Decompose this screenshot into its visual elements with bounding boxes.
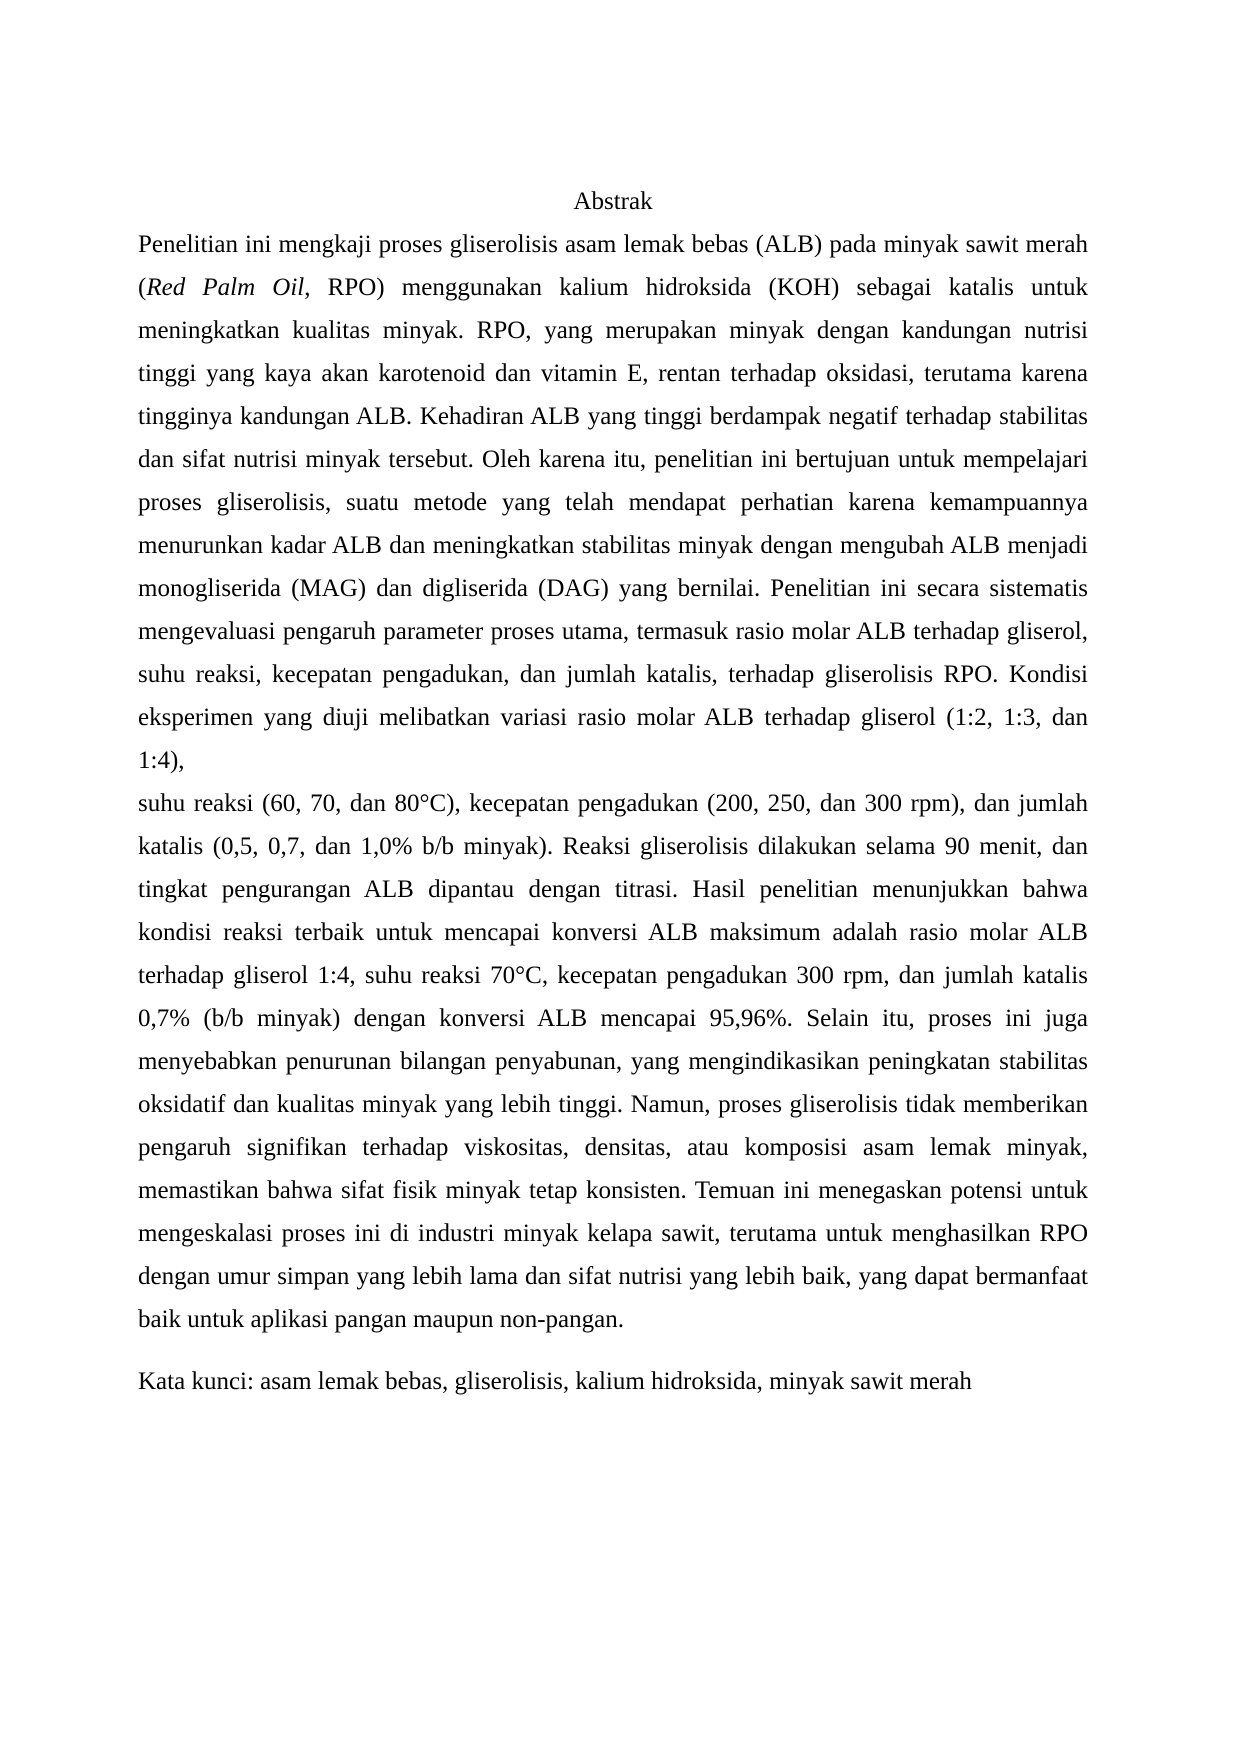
abstract-line: suhu reaksi (60, 70, dan 80°C), kecepatan pengadukan (200, 250, dan 300 rpm), dan jumlah — [138, 790, 1088, 817]
abstract-content — [138, 180, 1088, 1403]
keywords-line: Kata kunci: asam lemak bebas, gliserolisis, kalium hidroksida, minyak sawit merah — [138, 1368, 972, 1395]
abstract-line: Penelitian ini mengkaji proses gliserolisis asam lemak bebas (ALB) pada minyak sawit merah — [138, 231, 1088, 258]
abstract-line: tingkat pengurangan ALB dipantau dengan titrasi. Hasil penelitian menunjukkan bahwa — [138, 876, 1088, 903]
abstract-line: terhadap gliserol 1:4, suhu reaksi 70°C, kecepatan pengadukan 300 rpm, dan jumlah katalis — [138, 962, 1088, 989]
abstract-line: baik untuk aplikasi pangan maupun non-pangan. — [138, 1306, 624, 1333]
abstract-line: kondisi reaksi terbaik untuk mencapai konversi ALB maksimum adalah rasio molar ALB — [138, 919, 1088, 946]
abstract-line: menurunkan kadar ALB dan meningkatkan stabilitas minyak dengan mengubah ALB menjadi — [138, 532, 1088, 559]
abstract-line: memastikan bahwa sifat fisik minyak tetap konsisten. Temuan ini menegaskan potensi untuk — [138, 1177, 1088, 1204]
abstract-line: meningkatkan kualitas minyak. RPO, yang merupakan minyak dengan kandungan nutrisi — [138, 317, 1088, 344]
abstract-line: mengeskalasi proses ini di industri minyak kelapa sawit, terutama untuk menghasilkan RPO — [138, 1220, 1088, 1247]
abstract-line: katalis (0,5, 0,7, dan 1,0% b/b minyak). Reaksi gliserolisis dilakukan selama 90 menit, dan — [138, 833, 1088, 860]
abstract-line: menyebabkan penurunan bilangan penyabunan, yang mengindikasikan peningkatan stabilitas — [138, 1048, 1088, 1075]
abstract-line: dengan umur simpan yang lebih lama dan sifat nutrisi yang lebih baik, yang dapat bermanfaat — [138, 1263, 1088, 1290]
page-title: Abstrak — [573, 188, 653, 215]
abstract-line: mengevaluasi pengaruh parameter proses utama, termasuk rasio molar ALB terhadap gliserol, — [138, 618, 1088, 645]
abstract-paragraph — [138, 223, 1088, 1341]
abstract-line: tingginya kandungan ALB. Kehadiran ALB yang tinggi berdampak negatif terhadap stabilitas — [138, 403, 1088, 430]
abstract-line: pengaruh signifikan terhadap viskositas, densitas, atau komposisi asam lemak minyak, — [138, 1134, 1088, 1161]
abstract-line: suhu reaksi, kecepatan pengadukan, dan jumlah katalis, terhadap gliserolisis RPO. Kondisi — [138, 661, 1088, 688]
abstract-line: 0,7% (b/b minyak) dengan konversi ALB mencapai 95,96%. Selain itu, proses ini juga — [138, 1005, 1088, 1032]
abstract-line: monogliserida (MAG) dan digliserida (DAG) yang bernilai. Penelitian ini secara sistematis — [138, 575, 1088, 602]
abstract-line: eksperimen yang diuji melibatkan variasi rasio molar ALB terhadap gliserol (1:2, 1:3, dan 1:4), — [138, 704, 1088, 774]
abstract-line: tinggi yang kaya akan karotenoid dan vitamin E, rentan terhadap oksidasi, terutama karena — [138, 360, 1088, 387]
abstract-line: proses gliserolisis, suatu metode yang telah mendapat perhatian karena kemampuannya — [138, 489, 1088, 516]
abstract-line: dan sifat nutrisi minyak tersebut. Oleh karena itu, penelitian ini bertujuan untuk mempelajari — [138, 446, 1088, 473]
abstract-line: oksidatif dan kualitas minyak yang lebih tinggi. Namun, proses gliserolisis tidak memberikan — [138, 1091, 1088, 1118]
abstract-line: (Red Palm Oil, RPO) menggunakan kalium hidroksida (KOH) sebagai katalis untuk — [138, 274, 1088, 301]
